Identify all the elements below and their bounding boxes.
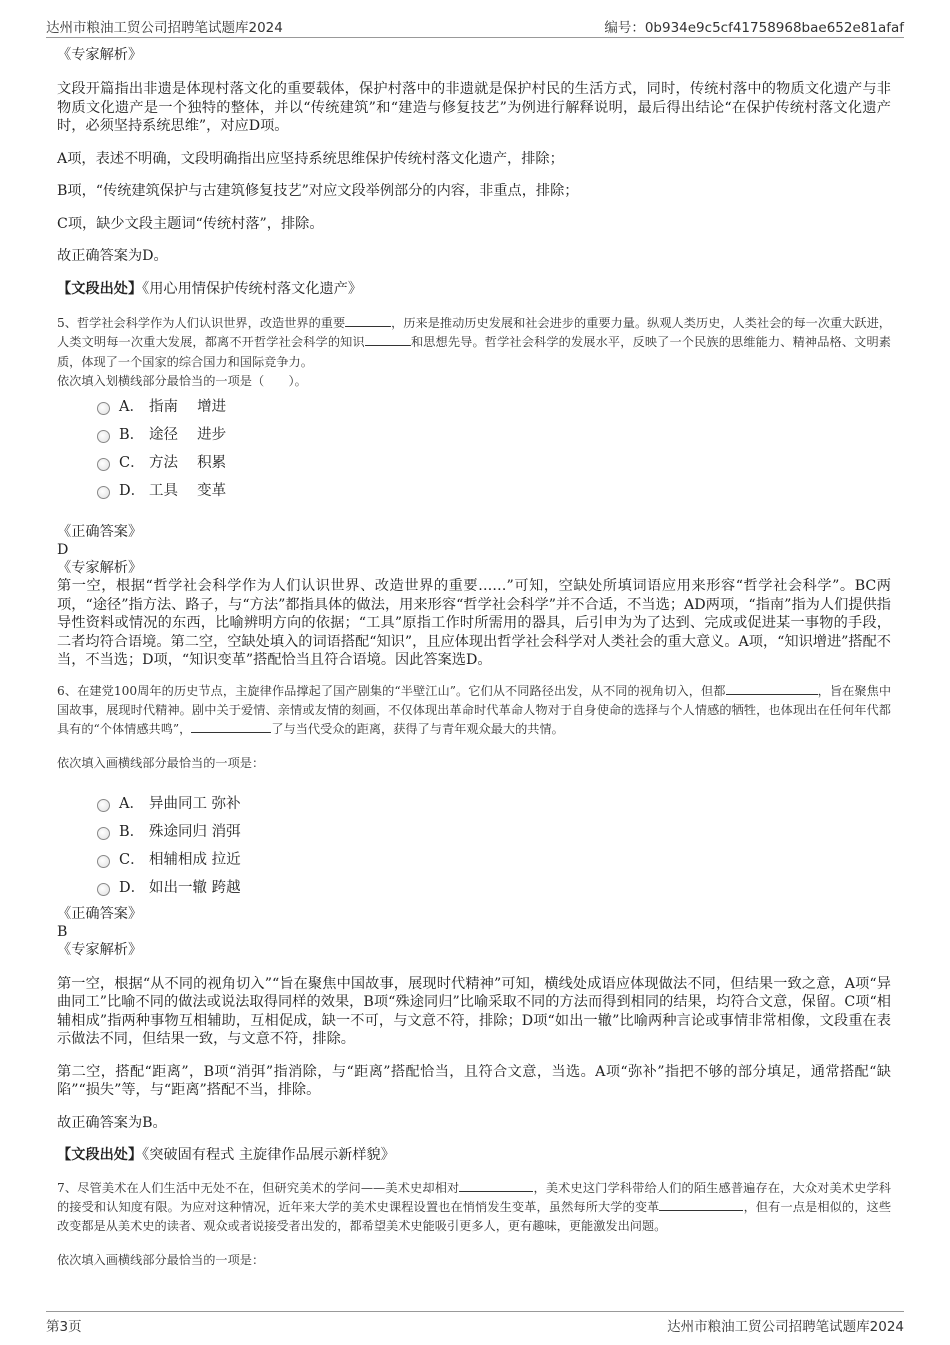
- answer-blank: [459, 1180, 533, 1192]
- answer-value: D: [57, 542, 69, 559]
- radio-icon[interactable]: [97, 799, 110, 812]
- source-line: [57, 1146, 891, 1165]
- question-6-prompt: 依次填入画横线部分最恰当的一项是：: [57, 755, 265, 770]
- question-6-stem: 6、在建党100周年的历史节点，主旋律作品撑起了国产剧集的“半壁江山”。它们从不同路径出发，从不同的视角切入，但都 ，旨在聚焦中国故事，展现时代精神。剧中关于爱情、亲情或友情的刻画，不仅体现出革命时代革命人物对于自身使命的选择与个人情感的牺牲，也体现出在任何年代都具有的“个体情感共鸣”， 了与当代受众的距离，获得了与青年观众最大的共情。: [57, 683, 892, 737]
- question-5-options: [97, 391, 891, 503]
- question-5-stem: 5、哲学社会科学作为人们认识世界，改造世界的重要 ，历来是推动历史发展和社会进步的重要力量。纵观人类历史，人类社会的每一次重大跃进，人类文明每一次重大发展，都离不开哲学社会科学的知识 和思想先导。哲学社会科学的发展水平，反映了一个民族的思维能力、精神品格、文明素质，体现了一个国家的综合国力和国际竞争力。: [57, 316, 891, 369]
- page-footer: [46, 1311, 904, 1333]
- answer-blank: [365, 334, 411, 346]
- source-label: 【文段出处】: [57, 1147, 143, 1164]
- radio-icon[interactable]: [97, 855, 110, 868]
- source-text: 《用心用情保护传统村落文化遗产》: [142, 280, 363, 297]
- option-c[interactable]: C． 方法 积累: [97, 447, 891, 475]
- header-title: 达州市粮油工贸公司招聘笔试题库2024: [46, 20, 283, 36]
- answer-blank: [659, 1199, 743, 1211]
- option-a[interactable]: A． 异曲同工 弥补: [97, 789, 891, 817]
- radio-icon[interactable]: [97, 402, 110, 415]
- option-b[interactable]: B． 途径 进步: [97, 419, 891, 447]
- conclusion: 故正确答案为D。: [57, 248, 168, 264]
- radio-icon[interactable]: [97, 827, 110, 840]
- option-d[interactable]: D． 工具 变革: [97, 475, 891, 503]
- answer-title: 《正确答案》: [57, 524, 143, 541]
- answer-blank: [726, 683, 818, 695]
- answer-blank: [345, 315, 391, 327]
- expert-analysis-title: 《专家解析》: [57, 560, 143, 577]
- analysis-paragraph: 第一空，根据“从不同的视角切入”“旨在聚焦中国故事，展现时代精神”可知，横线处成语应体现做法不同，但结果一致之意，A项“异曲同工”比喻不同的做法或说法取得同样的效果，B项“殊途同归”比喻采取不同的方法而得到相同的结果，均符合文意，保留。C项“相辅相成”指两种事物互相辅助，互相促成，缺一不可，与文意不符，排除；D项“如出一辙”比喻两种言论或事情非常相像，文段重在表示做法不同，但结果一致，与文意不符，排除。: [57, 975, 891, 1048]
- option-d[interactable]: D． 如出一辙 跨越: [97, 873, 891, 901]
- source-text: 《突破固有程式 主旋律作品展示新样貌》: [142, 1147, 395, 1164]
- option-b-analysis: B项，“传统建筑保护与古建筑修复技艺”对应文段举例部分的内容，非重点，排除；: [57, 183, 579, 199]
- answer-blank: [191, 721, 271, 733]
- analysis-paragraph: 文段开篇指出非遗是体现村落文化的重要载体，保护村落中的非遗就是保护村民的生活方式，同时，传统村落中的物质文化遗产与非物质文化遗产是一个独特的整体，并以“传统建筑”和“建造与修复技艺”为例进行解释说明，最后得出结论“在保护传统村落文化遗产时，必须坚持系统思维”，对应D项。: [57, 81, 891, 134]
- answer-title: 《正确答案》: [57, 905, 143, 922]
- option-a[interactable]: A． 指南 增进: [97, 391, 891, 419]
- expert-analysis-title: 《专家解析》: [57, 47, 143, 63]
- page-number: 第3页: [46, 1319, 82, 1335]
- question-5-prompt: 依次填入划横线部分最恰当的一项是（ ）。: [57, 373, 307, 388]
- footer-title: 达州市粮油工贸公司招聘笔试题库2024: [667, 1319, 904, 1335]
- question-6-options: [97, 789, 891, 901]
- page-content: [57, 46, 891, 1270]
- radio-icon[interactable]: [97, 430, 110, 443]
- option-b[interactable]: B． 殊途同归 消弭: [97, 817, 891, 845]
- expert-analysis-title: 《专家解析》: [57, 941, 143, 958]
- analysis-paragraph: 第二空，搭配“距离”，B项“消弭”指消除，与“距离”搭配恰当，且符合文意，当选。A项“弥补”指把不够的部分填足，通常搭配“缺陷”“损失”等，与“距离”搭配不当，排除。: [57, 1063, 891, 1099]
- question-7-stem: 7、尽管美术在人们生活中无处不在，但研究美术的学问——美术史却相对 ，美术史这门学科带给人们的陌生感普遍存在，大众对美术史学科的接受和认知度有限。为应对这种情况，近年来大学的美术史课程设置也在悄悄发生变革，虽然每所大学的变革 ，但有一点是相似的，这些改变都是从美术史的读者、观众或者说接受者出发的，都希望美术史能吸引更多人，更有趣味，更能激发出问题。: [57, 1180, 892, 1234]
- radio-icon[interactable]: [97, 883, 110, 896]
- question-7-prompt: 依次填入画横线部分最恰当的一项是：: [57, 1252, 265, 1267]
- option-c[interactable]: C． 相辅相成 拉近: [97, 845, 891, 873]
- source-line: [57, 280, 891, 299]
- answer-value: B: [57, 923, 68, 940]
- option-c-analysis: C项，缺少文段主题词“传统村落”，排除。: [57, 215, 324, 232]
- analysis-paragraph: 第一空，根据“哲学社会科学作为人们认识世界、改造世界的重要……”可知，空缺处所填词语应用来形容“哲学社会科学”。BC两项，“途径”指方法、路子，与“方法”都指具体的做法，用来形容“哲学社会科学”并不合适，不当选；AD两项，“指南”指为人们提供指导性资料或情况的东西，比喻辨明方向的依据；“工具”原指工作时所需用的器具，后引申为为了达到、完成或促进某一事物的手段，二者均符合语境。第二空，空缺处填入的词语搭配“知识”，且应体现出哲学社会科学对人类社会的重大意义。A项，“知识增进”搭配不当，不当选；D项，“知识变革”搭配恰当且符合语境。因此答案选D。: [57, 578, 891, 669]
- conclusion: 故正确答案为B。: [57, 1114, 167, 1131]
- radio-icon[interactable]: [97, 486, 110, 499]
- option-a-analysis: A项，表述不明确，文段明确指出应坚持系统思维保护传统村落文化遗产，排除；: [57, 150, 564, 167]
- radio-icon[interactable]: [97, 458, 110, 471]
- source-label: 【文段出处】: [57, 280, 143, 297]
- header-doc-id: 编号：0b934e9c5cf41758968bae652e81afaf: [604, 20, 904, 36]
- page-header: [46, 14, 904, 38]
